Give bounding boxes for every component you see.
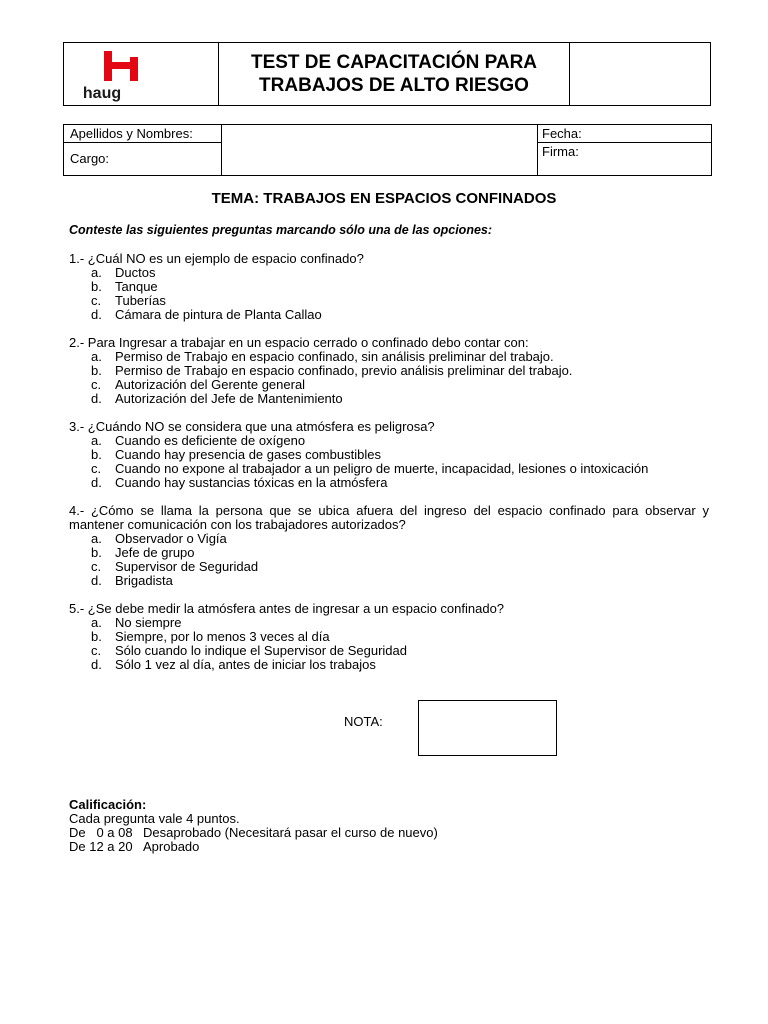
- option-b[interactable]: b. Tanque: [91, 279, 158, 294]
- role-label: Cargo:: [70, 151, 110, 166]
- option-a[interactable]: a. Observador o Vigía: [91, 531, 227, 546]
- divider: [64, 142, 221, 143]
- question-3: [69, 420, 709, 490]
- name-field[interactable]: [222, 125, 537, 175]
- grading-pass-range: De 12 a 20: [69, 839, 133, 854]
- option-c[interactable]: c. Autorización del Gerente general: [91, 377, 306, 392]
- option-c[interactable]: c. Cuando no expone al trabajador a un peligro de muerte, incapacidad, lesiones o intoxicación: [91, 461, 649, 476]
- header-table: [63, 42, 711, 106]
- nota-label: NOTA:: [344, 714, 383, 729]
- name-label: Apellidos y Nombres:: [70, 126, 193, 141]
- option-d[interactable]: d. Autorización del Jefe de Mantenimiento: [91, 391, 343, 406]
- option-c[interactable]: c. Sólo cuando lo indique el Supervisor de Seguridad: [91, 643, 407, 658]
- option-d[interactable]: d. Cámara de pintura de Planta Callao: [91, 307, 322, 322]
- option-a[interactable]: a. Ductos: [91, 265, 156, 280]
- header-empty-cell: [569, 43, 711, 105]
- option-c[interactable]: c. Supervisor de Seguridad: [91, 559, 259, 574]
- grading-fail-range: De 0 a 08: [69, 825, 133, 840]
- option-a[interactable]: a. Cuando es deficiente de oxígeno: [91, 433, 306, 448]
- question-1: [69, 252, 709, 322]
- option-c[interactable]: c. Tuberías: [91, 293, 166, 308]
- logo-cell: [64, 43, 219, 105]
- title-line-1: TEST DE CAPACITACIÓN PARA: [250, 52, 538, 73]
- question-text: 1.- ¿Cuál NO es un ejemplo de espacio confinado?: [69, 251, 364, 266]
- logo-text: haug: [82, 85, 122, 102]
- instructions: Conteste las siguientes preguntas marcando sólo una de las opciones:: [69, 223, 493, 237]
- option-b[interactable]: b. Jefe de grupo: [91, 545, 195, 560]
- grading-pass-text: Aprobado: [143, 839, 200, 854]
- option-d[interactable]: d. Brigadista: [91, 573, 173, 588]
- document-title: [219, 51, 569, 97]
- date-label: Fecha:: [542, 126, 582, 141]
- option-d[interactable]: d. Cuando hay sustancias tóxicas en la atmósfera: [91, 475, 388, 490]
- option-b[interactable]: b. Siempre, por lo menos 3 veces al día: [91, 629, 330, 644]
- option-a[interactable]: a. No siempre: [91, 615, 182, 630]
- participant-info-table: [63, 124, 712, 176]
- question-text: 3.- ¿Cuándo NO se considera que una atmósfera es peligrosa?: [69, 419, 435, 434]
- title-line-2: TRABAJOS DE ALTO RIESGO: [259, 75, 529, 96]
- question-2: [69, 336, 709, 406]
- grading-title: Calificación:: [69, 797, 147, 812]
- question-4: [69, 504, 709, 588]
- divider: [537, 125, 538, 175]
- grading-section: [69, 798, 709, 854]
- question-5: [69, 602, 709, 672]
- option-a[interactable]: a. Permiso de Trabajo en espacio confinado, sin análisis preliminar del trabajo.: [91, 349, 554, 364]
- grading-pass-row: [69, 840, 709, 854]
- grading-fail-text: Desaprobado (Necesitará pasar el curso de nuevo): [143, 825, 438, 840]
- grading-points: Cada pregunta vale 4 puntos.: [69, 811, 240, 826]
- question-text: 2.- Para Ingresar a trabajar en un espacio cerrado o confinado debo contar con:: [69, 335, 529, 350]
- divider: [537, 142, 711, 143]
- haug-logo-icon: [102, 51, 148, 83]
- signature-label: Firma:: [542, 144, 579, 159]
- question-text: 5.- ¿Se debe medir la atmósfera antes de ingresar a un espacio confinado?: [69, 601, 505, 616]
- option-d[interactable]: d. Sólo 1 vez al día, antes de iniciar los trabajos: [91, 657, 376, 672]
- grading-fail-row: [69, 826, 709, 840]
- question-text: 4.- ¿Cómo se llama la persona que se ubica afuera del ingreso del espacio confinado para observar y mantener comunicación con los trabajadores autorizados?: [69, 503, 709, 532]
- topic-heading: TEMA: TRABAJOS EN ESPACIOS CONFINADOS: [211, 190, 557, 207]
- grade-box[interactable]: [418, 700, 557, 756]
- option-b[interactable]: b. Cuando hay presencia de gases combustibles: [91, 447, 381, 462]
- option-b[interactable]: b. Permiso de Trabajo en espacio confinado, previo análisis preliminar del trabajo.: [91, 363, 573, 378]
